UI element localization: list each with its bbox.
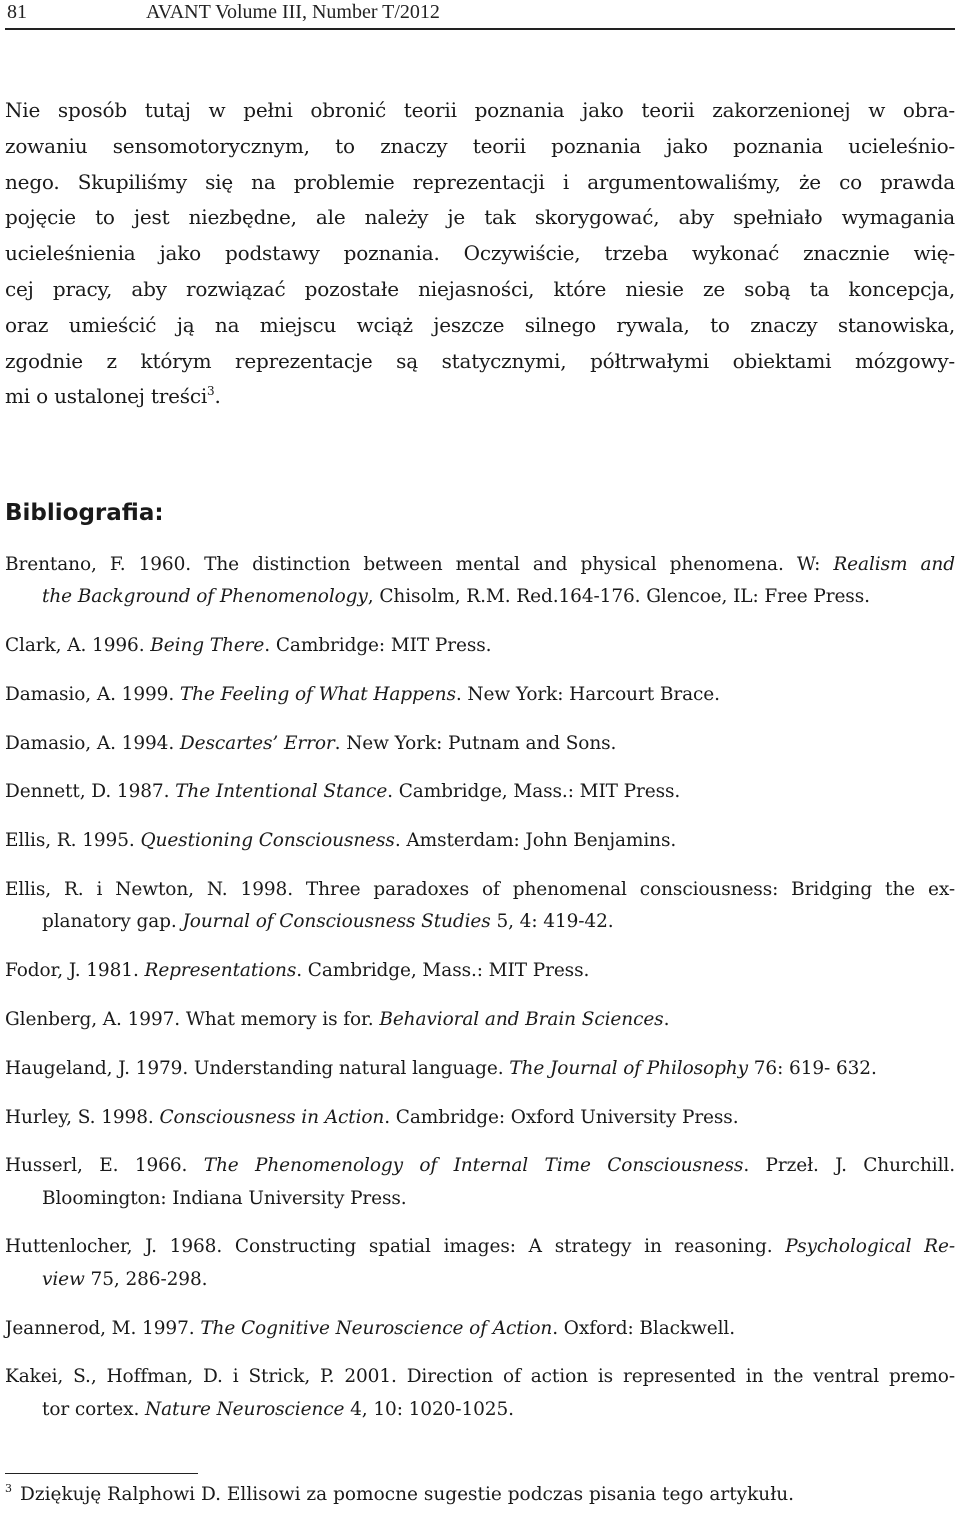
footnote-reference[interactable]: 3	[207, 384, 215, 399]
bibliography-entry	[5, 1231, 955, 1296]
entry-line-continued	[5, 1394, 955, 1426]
entry-title: the Background of Phenomenology	[42, 586, 368, 608]
entry-title: Journal of Consciousness Studies	[182, 911, 491, 933]
paragraph-line: ucieleśnienia jako podstawy poznania. Oczywiście, trzeba wykonać znacznie wię-	[5, 241, 955, 266]
paragraph-last-line	[5, 379, 955, 415]
footnote	[5, 1484, 794, 1505]
paragraph-line: nego. Skupiliśmy się na problemie reprezentacji i argumentowaliśmy, że co prawda	[5, 169, 955, 194]
entry-title: view	[42, 1268, 85, 1290]
entry-text: 5, 4: 419-42.	[490, 911, 614, 933]
entry-text: .	[663, 1008, 670, 1030]
bibliography-entry	[5, 728, 955, 760]
entry-text: . Cambridge: MIT Press.	[264, 635, 492, 657]
paragraph-line: zgodnie z którym reprezentacje są statycznymi, półtrwałymi obiektami mózgowy-	[5, 348, 955, 373]
bibliography-entry	[5, 825, 955, 857]
journal-title: AVANT Volume III, Number T/2012	[146, 1, 440, 23]
paragraph-line: zowaniu sensomotorycznym, to znaczy teorii poznania jako poznania ucieleśnio-	[5, 133, 955, 158]
bibliography-entry	[5, 630, 955, 662]
entry-title: The Intentional Stance	[175, 781, 388, 803]
entry-text: . Przeł. J. Churchill.	[743, 1155, 955, 1177]
entry-title: Behavioral and Brain Sciences	[379, 1008, 664, 1030]
paragraph-line: Nie sposób tutaj w pełni obronić teorii poznania jako teorii zakorzenionej w obra-	[5, 98, 955, 122]
entry-text: Haugeland, J. 1979. Understanding natural language.	[5, 1057, 510, 1079]
bibliography-entry	[5, 1053, 955, 1085]
entry-title: Being There	[150, 635, 265, 657]
entry-text: Hurley, S. 1998.	[5, 1106, 160, 1128]
paragraph-end: .	[214, 384, 221, 409]
entry-title: Descartes’ Error	[179, 732, 335, 754]
entry-title: Representations	[144, 960, 297, 982]
entry-line-continued	[5, 581, 955, 613]
entry-line	[5, 679, 955, 711]
footnote-text: Dziękuję Ralphowi D. Ellisowi za pomocne sugestie podczas pisania tego artykułu.	[20, 1484, 794, 1505]
entry-text: Dennett, D. 1987.	[5, 781, 176, 803]
entry-title: The Journal of Philosophy	[509, 1057, 748, 1079]
running-header	[5, 0, 955, 30]
bibliography-entry	[5, 955, 955, 987]
entry-line	[5, 776, 955, 808]
entry-text: . Cambridge: Oxford University Press.	[384, 1106, 739, 1128]
entry-text: Clark, A. 1996.	[5, 635, 151, 657]
entry-line	[5, 825, 955, 857]
paragraph-line: oraz umieścić ją na miejscu wciąż jeszcze silnego rywala, to znaczy stanowiska,	[5, 312, 955, 337]
entry-line-continued	[5, 1264, 955, 1296]
bibliography-entry	[5, 679, 955, 711]
paragraph-line: pojęcie to jest niezbędne, ale należy je tak skorygować, aby spełniało wymagania	[5, 205, 955, 230]
body-paragraph	[5, 93, 955, 415]
entry-line	[5, 1313, 955, 1345]
entry-text: . Amsterdam: John Benjamins.	[394, 830, 677, 852]
bibliography-entry	[5, 1361, 955, 1426]
bibliography-list	[5, 549, 955, 1442]
entry-line	[5, 630, 955, 662]
entry-line	[5, 955, 955, 987]
entry-title: The Feeling of What Happens	[179, 683, 456, 705]
entry-text: 75, 286-298.	[84, 1268, 208, 1290]
entry-text: Glenberg, A. 1997. What memory is for.	[5, 1008, 380, 1030]
entry-line	[5, 549, 955, 581]
entry-title: Questioning Consciousness	[140, 830, 395, 852]
bibliography-entry	[5, 1313, 955, 1345]
entry-line	[5, 1004, 955, 1036]
entry-line-continued	[5, 906, 955, 938]
entry-line	[5, 1053, 955, 1085]
paragraph-line: cej pracy, aby rozwiązać pozostałe niejasności, które niesie ze sobą ta koncepcja,	[5, 276, 955, 301]
bibliography-entry	[5, 1102, 955, 1134]
page-number: 81	[7, 1, 27, 23]
entry-text: Damasio, A. 1994.	[5, 732, 180, 754]
entry-title: Psychological Re-	[785, 1236, 955, 1258]
entry-text: 76: 619- 632.	[747, 1057, 877, 1079]
bibliography-entry	[5, 776, 955, 808]
bibliography-heading: Bibliografia:	[5, 500, 164, 526]
entry-text: tor cortex.	[42, 1398, 146, 1420]
footnote-number: 3	[5, 1482, 12, 1495]
bibliography-entry	[5, 549, 955, 614]
entry-line	[5, 728, 955, 760]
entry-title: Consciousness in Action	[159, 1106, 385, 1128]
entry-title: The Phenomenology of Internal Time Consciousness	[203, 1155, 744, 1177]
entry-line	[5, 1102, 955, 1134]
footnote-divider	[5, 1473, 198, 1474]
entry-text: Brentano, F. 1960. The distinction between mental and physical phenomena. W:	[5, 554, 834, 575]
entry-text: . New York: Harcourt Brace.	[455, 683, 720, 705]
entry-text: . Cambridge, Mass.: MIT Press.	[296, 960, 590, 982]
entry-line	[5, 1150, 955, 1182]
entry-text: . New York: Putnam and Sons.	[334, 732, 617, 754]
entry-text: Jeannerod, M. 1997.	[5, 1317, 201, 1339]
entry-line	[5, 1231, 955, 1263]
entry-line: Kakei, S., Hoffman, D. i Strick, P. 2001. Direction of action is represented in the ventral premo-	[5, 1366, 955, 1388]
entry-title: The Cognitive Neuroscience of Action	[200, 1317, 553, 1339]
entry-text: , Chisolm, R.M. Red.164-176. Glencoe, IL: Free Press.	[367, 586, 870, 608]
entry-title: Realism and	[833, 554, 955, 575]
bibliography-entry	[5, 1150, 955, 1215]
entry-title: Nature Neuroscience	[145, 1398, 345, 1420]
entry-text: . Cambridge, Mass.: MIT Press.	[387, 781, 681, 803]
entry-line: Ellis, R. i Newton, N. 1998. Three paradoxes of phenomenal consciousness: Bridging the ex-	[5, 879, 955, 901]
entry-text: Fodor, J. 1981.	[5, 960, 145, 982]
paragraph-line: mi o ustalonej treści	[5, 384, 208, 409]
entry-text: . Oxford: Blackwell.	[552, 1317, 736, 1339]
entry-text: Huttenlocher, J. 1968. Constructing spatial images: A strategy in reasoning.	[5, 1236, 786, 1258]
entry-text: 4, 10: 1020-1025.	[344, 1398, 514, 1420]
bibliography-entry	[5, 1004, 955, 1036]
entry-text: Husserl, E. 1966.	[5, 1155, 204, 1177]
entry-text: Damasio, A. 1999.	[5, 683, 180, 705]
entry-line-continued: Bloomington: Indiana University Press.	[42, 1187, 407, 1209]
entry-text: planatory gap.	[42, 911, 183, 933]
bibliography-entry	[5, 874, 955, 939]
entry-text: Ellis, R. 1995.	[5, 830, 141, 852]
